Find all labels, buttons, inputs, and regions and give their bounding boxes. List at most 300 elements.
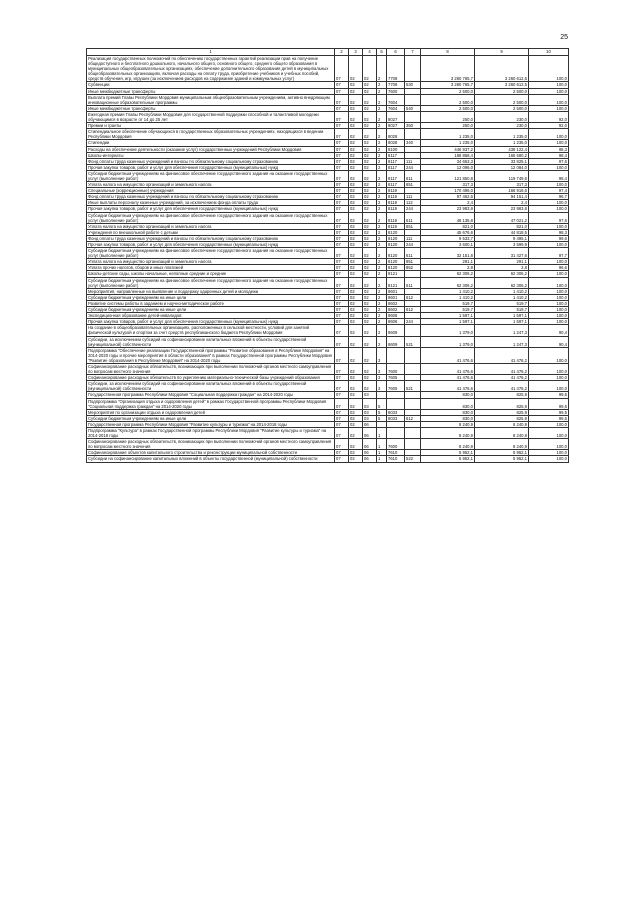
section-cell: 07 <box>335 129 349 140</box>
subsection-cell: 02 <box>349 123 363 129</box>
description-cell: Государственная программа Республики Мордовия "Развитие культуры и туризма" на 2014-2018 годы <box>87 421 335 427</box>
section-cell: 07 <box>335 313 349 319</box>
actual-cell: 33 825,1 <box>475 158 529 164</box>
actual-cell: 8 240,9 <box>475 439 529 450</box>
subsection-cell: 02 <box>349 188 363 194</box>
subsection-cell: 02 <box>349 415 363 421</box>
subsection-cell: 02 <box>349 363 363 374</box>
program-cell: 02 <box>363 56 377 82</box>
description-cell: Субсидии бюджетным учреждениям на иные цели <box>87 415 335 421</box>
description-cell: Уплата прочих налогов, сборов и иных платежей <box>87 265 335 271</box>
actual-cell: 3 599,9 <box>475 242 529 248</box>
subprogram-cell: 2 <box>377 152 387 158</box>
actual-cell: 47 021,2 <box>475 212 529 223</box>
header-cell: 3 <box>349 49 363 56</box>
target-item-cell: 8119 <box>387 194 405 200</box>
subsection-cell: 02 <box>349 111 363 122</box>
header-cell: 8 <box>421 49 475 56</box>
planned-cell: 8 240,9 <box>421 428 475 439</box>
planned-cell: 317,3 <box>421 182 475 188</box>
expense-type-cell: 112 <box>405 200 421 206</box>
percent-cell: 100,0 <box>529 277 569 288</box>
program-cell: 02 <box>363 307 377 313</box>
section-cell: 07 <box>335 146 349 152</box>
target-item-cell: 8117 <box>387 158 405 164</box>
description-cell: Уплата налога на имущество организаций и земельного налога <box>87 182 335 188</box>
percent-cell: 100,0 <box>529 375 569 381</box>
expense-type-cell: 611 <box>405 277 421 288</box>
target-item-cell: 8117 <box>387 164 405 170</box>
planned-cell: 1 410,2 <box>421 288 475 294</box>
subprogram-cell: 2 <box>377 188 387 194</box>
planned-cell: 5 952,1 <box>421 456 475 462</box>
planned-cell: 1 379,0 <box>421 336 475 347</box>
actual-cell: 9 495,1 <box>475 235 529 241</box>
expense-type-cell: 612 <box>405 307 421 313</box>
subprogram-cell: 3 <box>377 381 387 392</box>
table-row <box>87 248 569 259</box>
program-cell: 02 <box>363 300 377 306</box>
planned-cell: 62 306,2 <box>421 271 475 277</box>
subsection-cell: 02 <box>349 170 363 181</box>
subprogram-cell: 2 <box>377 288 387 294</box>
percent-cell: 100,0 <box>529 82 569 88</box>
subsection-cell: 02 <box>349 223 363 229</box>
percent-cell: 100,0 <box>529 381 569 392</box>
section-cell: 07 <box>335 206 349 212</box>
section-cell: 07 <box>335 300 349 306</box>
planned-cell: 2,9 <box>421 265 475 271</box>
percent-cell: 100,0 <box>529 363 569 374</box>
subsection-cell: 02 <box>349 325 363 336</box>
expense-type-cell: 521 <box>405 336 421 347</box>
planned-cell: 830,0 <box>421 398 475 409</box>
target-item-cell: 8606 <box>387 319 405 325</box>
table-row <box>87 111 569 122</box>
description-cell: Иные межбюджетные трансферты <box>87 105 335 111</box>
percent-cell: 100,0 <box>529 182 569 188</box>
target-item-cell: 8119 <box>387 212 405 223</box>
section-cell: 07 <box>335 398 349 409</box>
program-cell: 02 <box>363 242 377 248</box>
program-cell: 02 <box>363 123 377 129</box>
actual-cell: 2 500,0 <box>475 88 529 94</box>
subsection-cell: 02 <box>349 212 363 223</box>
subsection-cell: 02 <box>349 300 363 306</box>
header-row <box>87 49 569 56</box>
percent-cell: 100,0 <box>529 242 569 248</box>
percent-cell: 98,4 <box>529 170 569 181</box>
subsection-cell: 02 <box>349 421 363 427</box>
actual-cell: 119 749,6 <box>475 170 529 181</box>
description-cell: На создание в общеобразовательных организациях, расположенных в сельской местности, условий для занятий физической культурой и спортом за счет средств республиканского бюджета Республики Мордовия <box>87 325 335 336</box>
expense-type-cell: 244 <box>405 242 421 248</box>
section-cell: 07 <box>335 392 349 398</box>
actual-cell: 519,7 <box>475 307 529 313</box>
description-cell: Школы-детские сады, школы начальные, неполные средние и средние <box>87 271 335 277</box>
subprogram-cell: 2 <box>377 259 387 265</box>
subsection-cell: 02 <box>349 82 363 88</box>
subprogram-cell: 2 <box>377 307 387 313</box>
program-cell: 02 <box>363 375 377 381</box>
planned-cell: 519,7 <box>421 307 475 313</box>
subsection-cell: 02 <box>349 140 363 146</box>
target-item-cell: 8033 <box>387 415 405 421</box>
section-cell: 07 <box>335 123 349 129</box>
percent-cell: 100,0 <box>529 347 569 363</box>
header-cell: 4 <box>363 49 377 56</box>
section-cell: 07 <box>335 56 349 82</box>
program-cell: 02 <box>363 381 377 392</box>
description-cell: Субсидии на софинансирование капитальных вложений в объекты государственной (муниципальной) собственности <box>87 456 335 462</box>
program-cell: 02 <box>363 182 377 188</box>
percent-cell: 100,0 <box>529 200 569 206</box>
planned-cell: 2 500,0 <box>421 88 475 94</box>
section-cell: 07 <box>335 307 349 313</box>
section-cell: 07 <box>335 223 349 229</box>
program-cell: 06 <box>363 450 377 456</box>
program-cell: 06 <box>363 421 377 427</box>
subprogram-cell: 2 <box>377 158 387 164</box>
expense-type-cell <box>405 363 421 374</box>
expense-type-cell <box>405 439 421 450</box>
subsection-cell: 02 <box>349 307 363 313</box>
target-item-cell: 8120 <box>387 265 405 271</box>
percent-cell: 99,5 <box>529 392 569 398</box>
expense-type-cell: 851 <box>405 182 421 188</box>
planned-cell: 830,0 <box>421 409 475 415</box>
expense-type-cell: 111 <box>405 158 421 164</box>
target-item-cell: 7600 <box>387 439 405 450</box>
program-cell: 02 <box>363 265 377 271</box>
expense-type-cell <box>405 56 421 82</box>
section-cell: 07 <box>335 381 349 392</box>
percent-cell: 100,0 <box>529 456 569 462</box>
program-cell: 02 <box>363 313 377 319</box>
table-row <box>87 212 569 223</box>
subprogram-cell: 1 <box>377 456 387 462</box>
program-cell: 02 <box>363 111 377 122</box>
subsection-cell: 02 <box>349 94 363 105</box>
table-row <box>87 94 569 105</box>
description-cell: Подпрограмма "Обеспечение реализации Государственной программы "Развитие образования в Республике Мордовия" на 2014-2020 годы и прочие мероприятия в области образования" в рамках Государственной программы Республики Мордовия "Развитие образования в Республике Мордовия" на 2014-2020 годы <box>87 347 335 363</box>
actual-cell: 2,8 <box>475 265 529 271</box>
expense-type-cell <box>405 111 421 122</box>
program-cell: 02 <box>363 277 377 288</box>
subprogram-cell: 2 <box>377 265 387 271</box>
program-cell: 02 <box>363 140 377 146</box>
planned-cell: 170 496,0 <box>421 188 475 194</box>
program-cell: 02 <box>363 88 377 94</box>
percent-cell: 100,0 <box>529 307 569 313</box>
subprogram-cell: 2 <box>377 82 387 88</box>
table-row <box>87 456 569 462</box>
actual-cell: 12 084,0 <box>475 164 529 170</box>
percent-cell: 90,4 <box>529 325 569 336</box>
target-item-cell: 7604 <box>387 105 405 111</box>
subsection-cell: 02 <box>349 158 363 164</box>
subsection-cell: 02 <box>349 182 363 188</box>
section-cell: 07 <box>335 347 349 363</box>
program-cell: 02 <box>363 363 377 374</box>
program-cell: 06 <box>363 456 377 462</box>
planned-cell: 8 240,9 <box>421 421 475 427</box>
actual-cell: 291,1 <box>475 259 529 265</box>
subprogram-cell: 2 <box>377 212 387 223</box>
program-cell: 02 <box>363 259 377 265</box>
subprogram-cell: 2 <box>377 229 387 235</box>
subsection-cell: 02 <box>349 375 363 381</box>
percent-cell: 100,0 <box>529 421 569 427</box>
target-item-cell: 8028 <box>387 140 405 146</box>
section-cell: 07 <box>335 375 349 381</box>
subsection-cell: 02 <box>349 347 363 363</box>
planned-cell: 3 260 765,7 <box>421 56 475 82</box>
description-cell: Софинансирование расходных обязательств, возникающих при выполнении полномочий органов местного самоуправления по вопросам местного значения <box>87 439 335 450</box>
planned-cell: 41 476,6 <box>421 347 475 363</box>
section-cell: 07 <box>335 164 349 170</box>
expense-type-cell: 522 <box>405 456 421 462</box>
program-cell: 02 <box>363 248 377 259</box>
subprogram-cell: 3 <box>377 347 387 363</box>
header-cell: 9 <box>475 49 529 56</box>
subprogram-cell: 2 <box>377 319 387 325</box>
planned-cell: 45 676,6 <box>421 229 475 235</box>
section-cell: 07 <box>335 200 349 206</box>
percent-cell: 100,0 <box>529 140 569 146</box>
table-row <box>87 325 569 336</box>
planned-cell: 1 597,1 <box>421 319 475 325</box>
subprogram-cell: 3 <box>377 363 387 374</box>
subsection-cell: 02 <box>349 450 363 456</box>
target-item-cell: 8028 <box>387 129 405 140</box>
planned-cell: 821,0 <box>421 223 475 229</box>
program-cell: 02 <box>363 294 377 300</box>
section-cell: 07 <box>335 140 349 146</box>
program-cell: 02 <box>363 152 377 158</box>
subprogram-cell: 2 <box>377 300 387 306</box>
program-cell: 02 <box>363 164 377 170</box>
header-cell: 7 <box>405 49 421 56</box>
expense-type-cell <box>405 428 421 439</box>
subprogram-cell: 2 <box>377 206 387 212</box>
table-row <box>87 56 569 82</box>
percent-cell: 100,0 <box>529 206 569 212</box>
section-cell: 07 <box>335 88 349 94</box>
expense-type-cell: 612 <box>405 294 421 300</box>
description-cell: Субвенции <box>87 82 335 88</box>
section-cell: 07 <box>335 182 349 188</box>
actual-cell: 62 306,2 <box>475 271 529 277</box>
expense-type-cell: 111 <box>405 235 421 241</box>
target-item-cell: 8027 <box>387 123 405 129</box>
planned-cell: 3 260 765,7 <box>421 82 475 88</box>
percent-cell: 100,0 <box>529 294 569 300</box>
planned-cell: 1 235,0 <box>421 129 475 140</box>
subprogram-cell: 2 <box>377 105 387 111</box>
percent-cell: 90,4 <box>529 336 569 347</box>
section-cell: 07 <box>335 319 349 325</box>
program-cell: 02 <box>363 188 377 194</box>
subsection-cell: 02 <box>349 206 363 212</box>
subprogram-cell: 2 <box>377 140 387 146</box>
expense-type-cell: 521 <box>405 381 421 392</box>
description-cell: Иные выплаты персоналу казенных учреждений, за исключением фонда оплаты труда <box>87 200 335 206</box>
subsection-cell: 02 <box>349 439 363 450</box>
description-cell: Экспедиционная образование детей-инвалидов <box>87 313 335 319</box>
subprogram-cell: 1 <box>377 439 387 450</box>
planned-cell: 1 410,2 <box>421 294 475 300</box>
section-cell: 07 <box>335 288 349 294</box>
description-cell: Софинансирование объектов капитального строительства и реконструкции муниципальной собственности <box>87 450 335 456</box>
expense-type-cell: 244 <box>405 164 421 170</box>
subsection-cell: 02 <box>349 294 363 300</box>
description-cell: Софинансирование расходных обязательств, возникающих при выполнении полномочий органов местного самоуправления по вопросам местного значения <box>87 363 335 374</box>
planned-cell: 250,0 <box>421 111 475 122</box>
program-cell: 06 <box>363 439 377 450</box>
program-cell: 02 <box>363 105 377 111</box>
target-item-cell: 8609 <box>387 325 405 336</box>
program-cell: 02 <box>363 129 377 140</box>
planned-cell: 32 151,8 <box>421 248 475 259</box>
subprogram-cell: 2 <box>377 170 387 181</box>
planned-cell: 41 476,6 <box>421 381 475 392</box>
actual-cell: 1 247,3 <box>475 336 529 347</box>
target-item-cell <box>387 398 405 409</box>
subsection-cell: 02 <box>349 319 363 325</box>
program-cell: 02 <box>363 229 377 235</box>
planned-cell: 97 462,6 <box>421 194 475 200</box>
subprogram-cell: 2 <box>377 294 387 300</box>
header-cell: 6 <box>387 49 405 56</box>
actual-cell: 2 500,0 <box>475 94 529 105</box>
description-cell: Расходы на обеспечение деятельности (оказание услуг) государственных учреждений Республики Мордовия <box>87 146 335 152</box>
actual-cell: 519,7 <box>475 300 529 306</box>
header-cell: 2 <box>335 49 349 56</box>
planned-cell: 41 476,6 <box>421 363 475 374</box>
percent-cell: 96,6 <box>529 265 569 271</box>
percent-cell: 98,4 <box>529 152 569 158</box>
target-item-cell <box>387 428 405 439</box>
subsection-cell: 02 <box>349 409 363 415</box>
header-cell: 5 <box>377 49 387 56</box>
section-cell: 07 <box>335 82 349 88</box>
program-cell: 02 <box>363 170 377 181</box>
subsection-cell: 02 <box>349 381 363 392</box>
section-cell: 07 <box>335 259 349 265</box>
target-item-cell: 8121 <box>387 277 405 288</box>
subprogram-cell: 2 <box>377 111 387 122</box>
description-cell: Субсидии бюджетным учреждениям на иные цели <box>87 307 335 313</box>
actual-cell: 825,9 <box>475 392 529 398</box>
target-item-cell: 8120 <box>387 242 405 248</box>
program-cell: 02 <box>363 319 377 325</box>
expense-type-cell: 111 <box>405 194 421 200</box>
table-row <box>87 170 569 181</box>
actual-cell: 166 916,6 <box>475 188 529 194</box>
planned-cell: 2,4 <box>421 200 475 206</box>
section-cell: 07 <box>335 277 349 288</box>
subsection-cell: 02 <box>349 146 363 152</box>
expense-type-cell: 540 <box>405 105 421 111</box>
section-cell: 07 <box>335 212 349 223</box>
actual-cell: 31 427,6 <box>475 248 529 259</box>
program-cell: 02 <box>363 82 377 88</box>
subprogram-cell: 1 <box>377 450 387 456</box>
section-cell: 07 <box>335 271 349 277</box>
section-cell: 07 <box>335 294 349 300</box>
description-cell: Фонд оплаты труда казенных учреждений и взносы по обязательному социальному страхованию <box>87 194 335 200</box>
program-cell: 02 <box>363 325 377 336</box>
planned-cell: 168 858,4 <box>421 152 475 158</box>
table-row <box>87 398 569 409</box>
section-cell: 07 <box>335 428 349 439</box>
subsection-cell: 02 <box>349 194 363 200</box>
subprogram-cell: 2 <box>377 146 387 152</box>
subprogram-cell: 2 <box>377 248 387 259</box>
planned-cell: 12 096,0 <box>421 164 475 170</box>
subprogram-cell: 2 <box>377 336 387 347</box>
program-cell: 06 <box>363 428 377 439</box>
percent-cell: 100,0 <box>529 105 569 111</box>
percent-cell: 100,0 <box>529 223 569 229</box>
planned-cell: 48 135,8 <box>421 212 475 223</box>
description-cell: Развитие системы работы в заданием и научно-методическое работе <box>87 300 335 306</box>
section-cell: 07 <box>335 456 349 462</box>
section-cell: 07 <box>335 439 349 450</box>
subsection-cell: 02 <box>349 392 363 398</box>
program-cell: 03 <box>363 392 377 398</box>
expense-type-cell: 851 <box>405 223 421 229</box>
section-cell: 07 <box>335 152 349 158</box>
description-cell: Учреждения по внешкольной работе с детьми <box>87 229 335 235</box>
percent-cell: 100,0 <box>529 313 569 319</box>
subsection-cell: 02 <box>349 200 363 206</box>
section-cell: 07 <box>335 158 349 164</box>
target-item-cell: 7605 <box>387 381 405 392</box>
target-item-cell: 8117 <box>387 170 405 181</box>
actual-cell: 165 580,2 <box>475 152 529 158</box>
target-item-cell: 7708 <box>387 56 405 82</box>
planned-cell: 830,0 <box>421 415 475 421</box>
program-cell: 02 <box>363 206 377 212</box>
description-cell: Субсидии бюджетным учреждениям на иные цели <box>87 294 335 300</box>
actual-cell: 1 597,1 <box>475 319 529 325</box>
description-cell: Субсидии бюджетным учреждениям на финансовое обеспечение государственного задания на оказание государственных услуг (выполнение работ) <box>87 277 335 288</box>
actual-cell: 94 151,4 <box>475 194 529 200</box>
percent-cell: 100,0 <box>529 56 569 82</box>
section-cell: 07 <box>335 170 349 181</box>
actual-cell: 825,9 <box>475 409 529 415</box>
description-cell: Мероприятия, направленные на выявление и поддержку одаренных детей и молодежи <box>87 288 335 294</box>
target-item-cell: 8606 <box>387 313 405 319</box>
description-cell: Прочая закупка товаров, работ и услуг для обеспечения государственных (муниципальных) нужд <box>87 164 335 170</box>
description-cell: Стипендии <box>87 140 335 146</box>
target-item-cell <box>387 347 405 363</box>
description-cell: Ежегодная премия Главы Республики Мордовия для государственной поддержки способной и талантливой молодежи обучающимся в возрасте от 14 до 25 лет <box>87 111 335 122</box>
actual-cell: 5 952,1 <box>475 450 529 456</box>
subprogram-cell: 2 <box>377 313 387 319</box>
percent-cell: 99,5 <box>529 415 569 421</box>
description-cell: Фонд оплаты труда казенных учреждений и взносы по обязательному социальному страхованию <box>87 158 335 164</box>
target-item-cell: 7600 <box>387 88 405 94</box>
actual-cell: 1 410,2 <box>475 288 529 294</box>
actual-cell: 23 983,8 <box>475 206 529 212</box>
planned-cell: 1 379,0 <box>421 325 475 336</box>
target-item-cell: 8117 <box>387 152 405 158</box>
subprogram-cell: 2 <box>377 325 387 336</box>
percent-cell: 100,0 <box>529 88 569 94</box>
